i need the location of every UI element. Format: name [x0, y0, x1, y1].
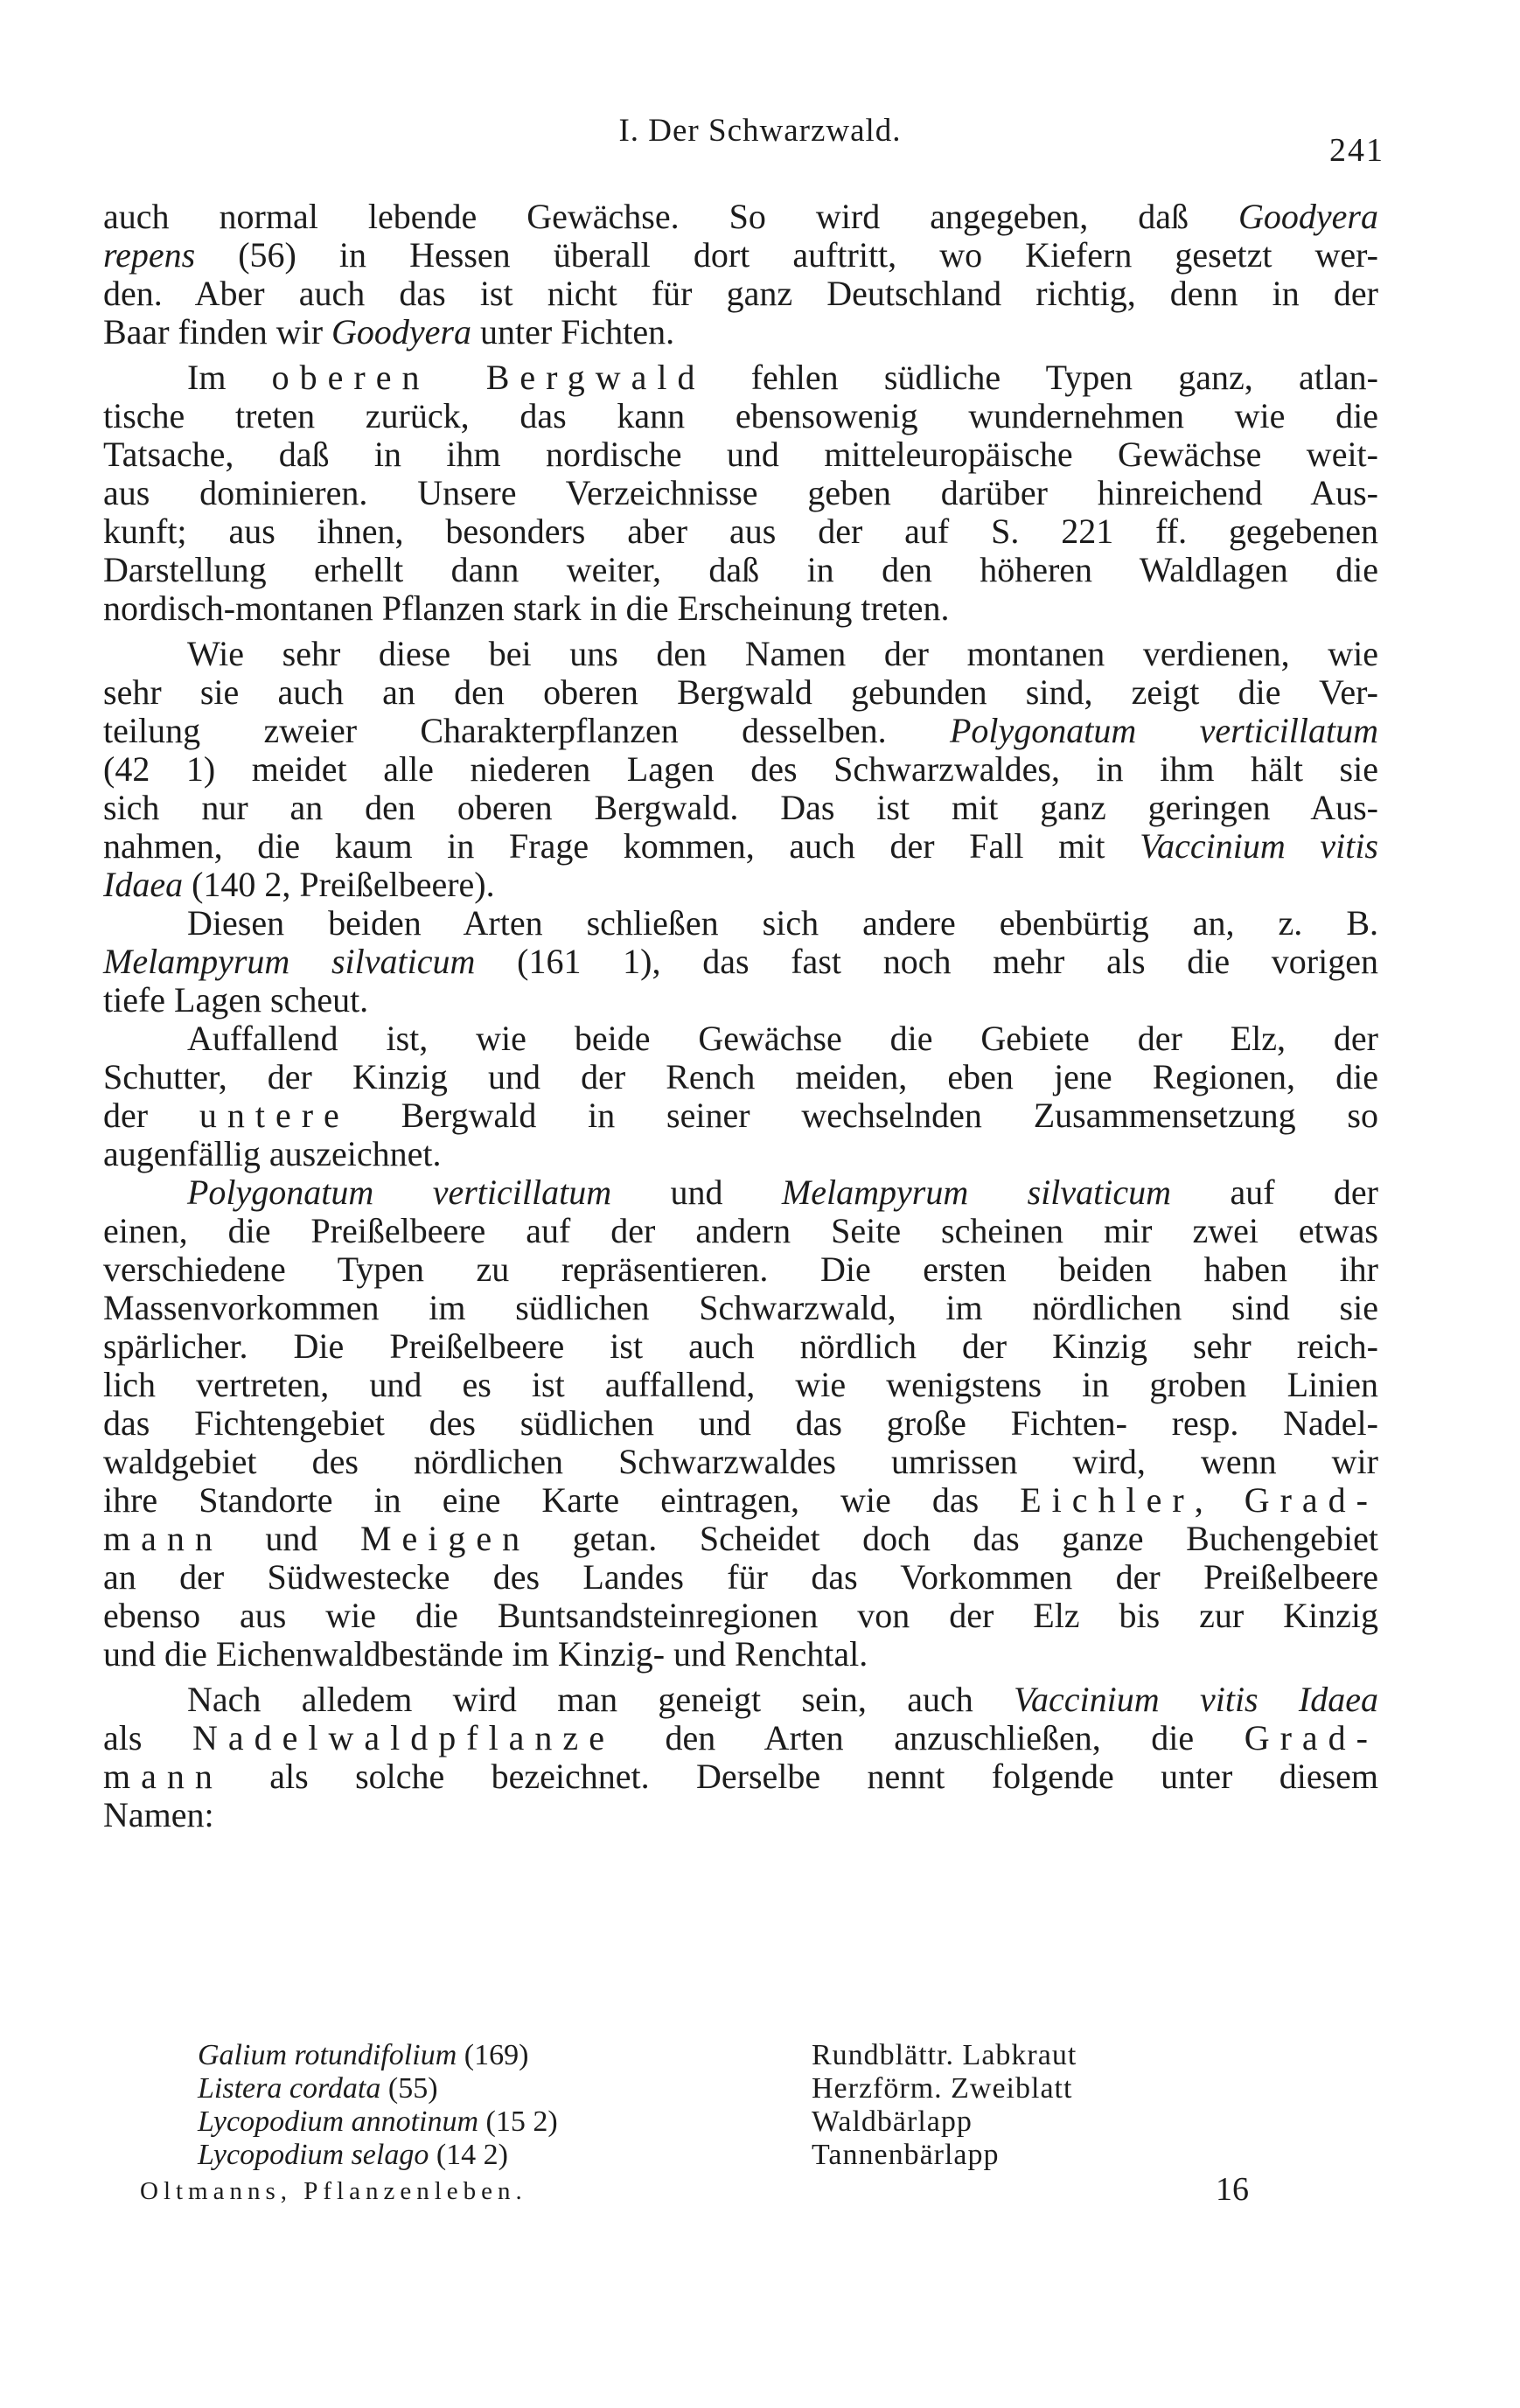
text-line [103, 1757, 1378, 1796]
text-line [103, 1289, 1378, 1327]
text-line [103, 712, 1378, 750]
text-run: Diesen beiden Arten schließen sich andere ebenbürtig an, z. B. [187, 903, 1378, 943]
text-line [103, 1481, 1378, 1520]
text-run: waldgebiet des nördlichen Schwarzwaldes umrissen wird, wenn wir [103, 1442, 1378, 1481]
figure-reference: (169) [464, 2039, 529, 2071]
text-line [103, 1058, 1378, 1096]
species-row [198, 2039, 1335, 2072]
text-run: als [103, 1718, 192, 1757]
species-german-name: Rundblättr. Labkraut [812, 2039, 1077, 2071]
text-run: Namen: [103, 1795, 214, 1834]
spaced-run: Grad- [1244, 1480, 1378, 1520]
text-run: Baar finden wir [103, 312, 332, 351]
text-line [103, 397, 1378, 435]
footer-author: Oltmanns, Pflanzenleben. [140, 2177, 527, 2205]
italic-run: Polygonatum verticillatum [949, 711, 1378, 750]
text-run: Tatsache, daß in ihm nordische und mitteleuropäische Gewächse weit- [103, 435, 1378, 474]
species-latin-name [198, 2072, 812, 2105]
text-run: an der Südwestecke des Landes für das Vorkommen der Preißelbeere [103, 1557, 1378, 1597]
latin-binomial: Listera cordata [198, 2072, 381, 2105]
spaced-run: Eichler [1020, 1480, 1195, 1520]
species-row [198, 2139, 1335, 2172]
text-run: augenfällig auszeichnet. [103, 1134, 442, 1173]
text-run: (42 1) meidet alle niederen Lagen des Schwarzwaldes, in ihm hält sie [103, 749, 1378, 789]
text-line [103, 1520, 1378, 1558]
text-line [103, 1558, 1378, 1597]
text-line [103, 1404, 1378, 1443]
text-run: tische treten zurück, das kann ebensowenig wundernehmen wie die [103, 396, 1378, 435]
spaced-run: oberen Bergwald [271, 358, 706, 397]
italic-run: Goodyera [331, 312, 471, 351]
text-line [103, 198, 1378, 236]
spaced-run: Nadelwaldpflanze [192, 1718, 615, 1757]
text-line [103, 1096, 1378, 1135]
text-line [103, 904, 1378, 943]
species-row [198, 2072, 1335, 2105]
spaced-run: mann [103, 1757, 223, 1796]
text-run: ebenso aus wie die Buntsandsteinregionen von der Elz bis zur Kinzig [103, 1596, 1378, 1635]
latin-binomial: Lycopodium annotinum [198, 2105, 479, 2138]
italic-run: Polygonatum verticillatum [187, 1173, 612, 1212]
text-line [103, 1173, 1378, 1212]
text-line [103, 1681, 1378, 1719]
text-line [103, 943, 1378, 981]
text-line [103, 512, 1378, 551]
spaced-run: Grad- [1244, 1718, 1378, 1757]
figure-reference: (15 2) [485, 2105, 558, 2138]
text-run: und die Eichenwaldbestände im Kinzig- und Renchtal. [103, 1634, 868, 1674]
page-number: 241 [1329, 132, 1384, 169]
text-run: auch normal lebende Gewächse. So wird angegeben, daß [103, 197, 1239, 236]
text-run: Auffallend ist, wie beide Gewächse die Gebiete der Elz, der [187, 1019, 1378, 1058]
latin-binomial: Galium rotundifolium [198, 2039, 457, 2071]
text-line [103, 1250, 1378, 1289]
text-run: lich vertreten, und es ist auffallend, wie wenigstens in groben Linien [103, 1365, 1378, 1404]
text-line [103, 1020, 1378, 1058]
text-run: kunft; aus ihnen, besonders aber aus der auf S. 221 ff. gegebenen [103, 512, 1378, 551]
text-line [103, 236, 1378, 275]
text-line [103, 275, 1378, 313]
text-run: Darstellung erhellt dann weiter, daß in den höheren Waldlagen die [103, 550, 1378, 589]
text-run: auf der [1171, 1173, 1378, 1212]
text-run: teilung zweier Charakterpflanzen desselben. [103, 711, 950, 750]
text-run: sich nur an den oberen Bergwald. Das ist mit ganz geringen Aus- [103, 788, 1378, 827]
text-run: (161 1), das fast noch mehr als die vorigen [475, 942, 1378, 981]
text-run: getan. Scheidet doch das ganze Buchengebiet [530, 1519, 1378, 1558]
text-line [103, 673, 1378, 712]
figure-reference: (14 2) [436, 2139, 509, 2171]
text-run: und [611, 1173, 782, 1212]
species-german-name: Herzförm. Zweiblatt [812, 2072, 1073, 2105]
text-run: einen, die Preißelbeere auf der andern Seite scheinen mir zwei etwas [103, 1211, 1378, 1250]
text-line [103, 1796, 1378, 1834]
text-line [103, 635, 1378, 673]
text-run: der [103, 1096, 199, 1135]
spaced-run: Meigen [359, 1519, 531, 1558]
latin-binomial: Lycopodium selago [198, 2139, 429, 2171]
text-run: Bergwald in seiner wechselnden Zusammensetzung so [349, 1096, 1378, 1135]
species-german-name: Tannenbärlapp [812, 2139, 1000, 2171]
text-line [103, 1597, 1378, 1635]
text-run: (140 2, Preißelbeere). [183, 865, 495, 904]
text-run: unter Fichten. [471, 312, 675, 351]
species-latin-name [198, 2039, 812, 2072]
text-line [103, 1327, 1378, 1366]
signature-mark: 16 [1216, 2171, 1249, 2208]
body-text [103, 198, 1378, 1834]
text-run: fehlen südliche Typen ganz, atlan- [705, 358, 1378, 397]
text-line [103, 313, 1378, 351]
text-run: aus dominieren. Unsere Verzeichnisse geben darüber hinreichend Aus- [103, 473, 1378, 512]
text-run: Wie sehr diese bei uns den Namen der montanen verdienen, wie [187, 634, 1378, 673]
text-line [103, 435, 1378, 474]
text-run: spärlicher. Die Preißelbeere ist auch nördlich der Kinzig sehr reich- [103, 1326, 1378, 1366]
spaced-run: untere [199, 1096, 350, 1135]
text-line [103, 474, 1378, 512]
text-run: nahmen, die kaum in Frage kommen, auch der Fall mit [103, 826, 1140, 866]
text-run: Schutter, der Kinzig und der Rench meiden, eben jene Regionen, die [103, 1057, 1378, 1096]
text-line [103, 358, 1378, 397]
italic-run: Melampyrum silvaticum [103, 942, 476, 981]
text-run: nordisch-montanen Pflanzen stark in die Erscheinung treten. [103, 588, 950, 628]
italic-run: Vaccinium vitis Idaea [1014, 1680, 1379, 1719]
text-run: Massenvorkommen im südlichen Schwarzwald, im nördlichen sind sie [103, 1288, 1378, 1327]
text-run: das Fichtengebiet des südlichen und das große Fichten- resp. Nadel- [103, 1403, 1378, 1443]
text-line [103, 1635, 1378, 1674]
text-run: , [1194, 1480, 1245, 1520]
text-line [103, 1135, 1378, 1173]
italic-run: repens [103, 235, 196, 275]
text-line [103, 1719, 1378, 1757]
text-line [103, 1212, 1378, 1250]
text-run: und [222, 1519, 360, 1558]
text-line [103, 827, 1378, 866]
text-run: ihre Standorte in eine Karte eintragen, wie das [103, 1480, 1021, 1520]
figure-reference: (55) [387, 2072, 438, 2105]
text-run: als solche bezeichnet. Derselbe nennt folgende unter diesem [222, 1757, 1378, 1796]
italic-run: Vaccinium vitis [1140, 826, 1378, 866]
text-line [103, 789, 1378, 827]
running-head: I. Der Schwarzwald. [618, 113, 902, 149]
italic-run: Goodyera [1238, 197, 1378, 236]
text-run: Im [187, 358, 272, 397]
species-latin-name [198, 2139, 812, 2172]
italic-run: Idaea [103, 865, 184, 904]
species-german-name: Waldbärlapp [812, 2105, 973, 2138]
text-line [103, 1443, 1378, 1481]
text-line [103, 981, 1378, 1020]
text-line [103, 866, 1378, 904]
text-line [103, 589, 1378, 628]
text-run: verschiedene Typen zu repräsentieren. Die ersten beiden haben ihr [103, 1249, 1378, 1289]
species-row [198, 2105, 1335, 2139]
text-run: sehr sie auch an den oberen Bergwald gebunden sind, zeigt die Ver- [103, 672, 1378, 712]
text-line [103, 1366, 1378, 1404]
italic-run: Melampyrum silvaticum [781, 1173, 1172, 1212]
text-line [103, 551, 1378, 589]
spaced-run: mann [103, 1519, 223, 1558]
text-run: Nach alledem wird man geneigt sein, auch [187, 1680, 1014, 1719]
text-run: den Arten anzuschließen, die [614, 1718, 1245, 1757]
text-run: den. Aber auch das ist nicht für ganz Deutschland richtig, denn in der [103, 274, 1378, 313]
species-latin-name [198, 2105, 812, 2139]
text-line [103, 750, 1378, 789]
text-run: (56) in Hessen überall dort auftritt, wo Kiefern gesetzt wer- [195, 235, 1378, 275]
species-list [198, 2039, 1335, 2172]
text-run: tiefe Lagen scheut. [103, 980, 369, 1020]
